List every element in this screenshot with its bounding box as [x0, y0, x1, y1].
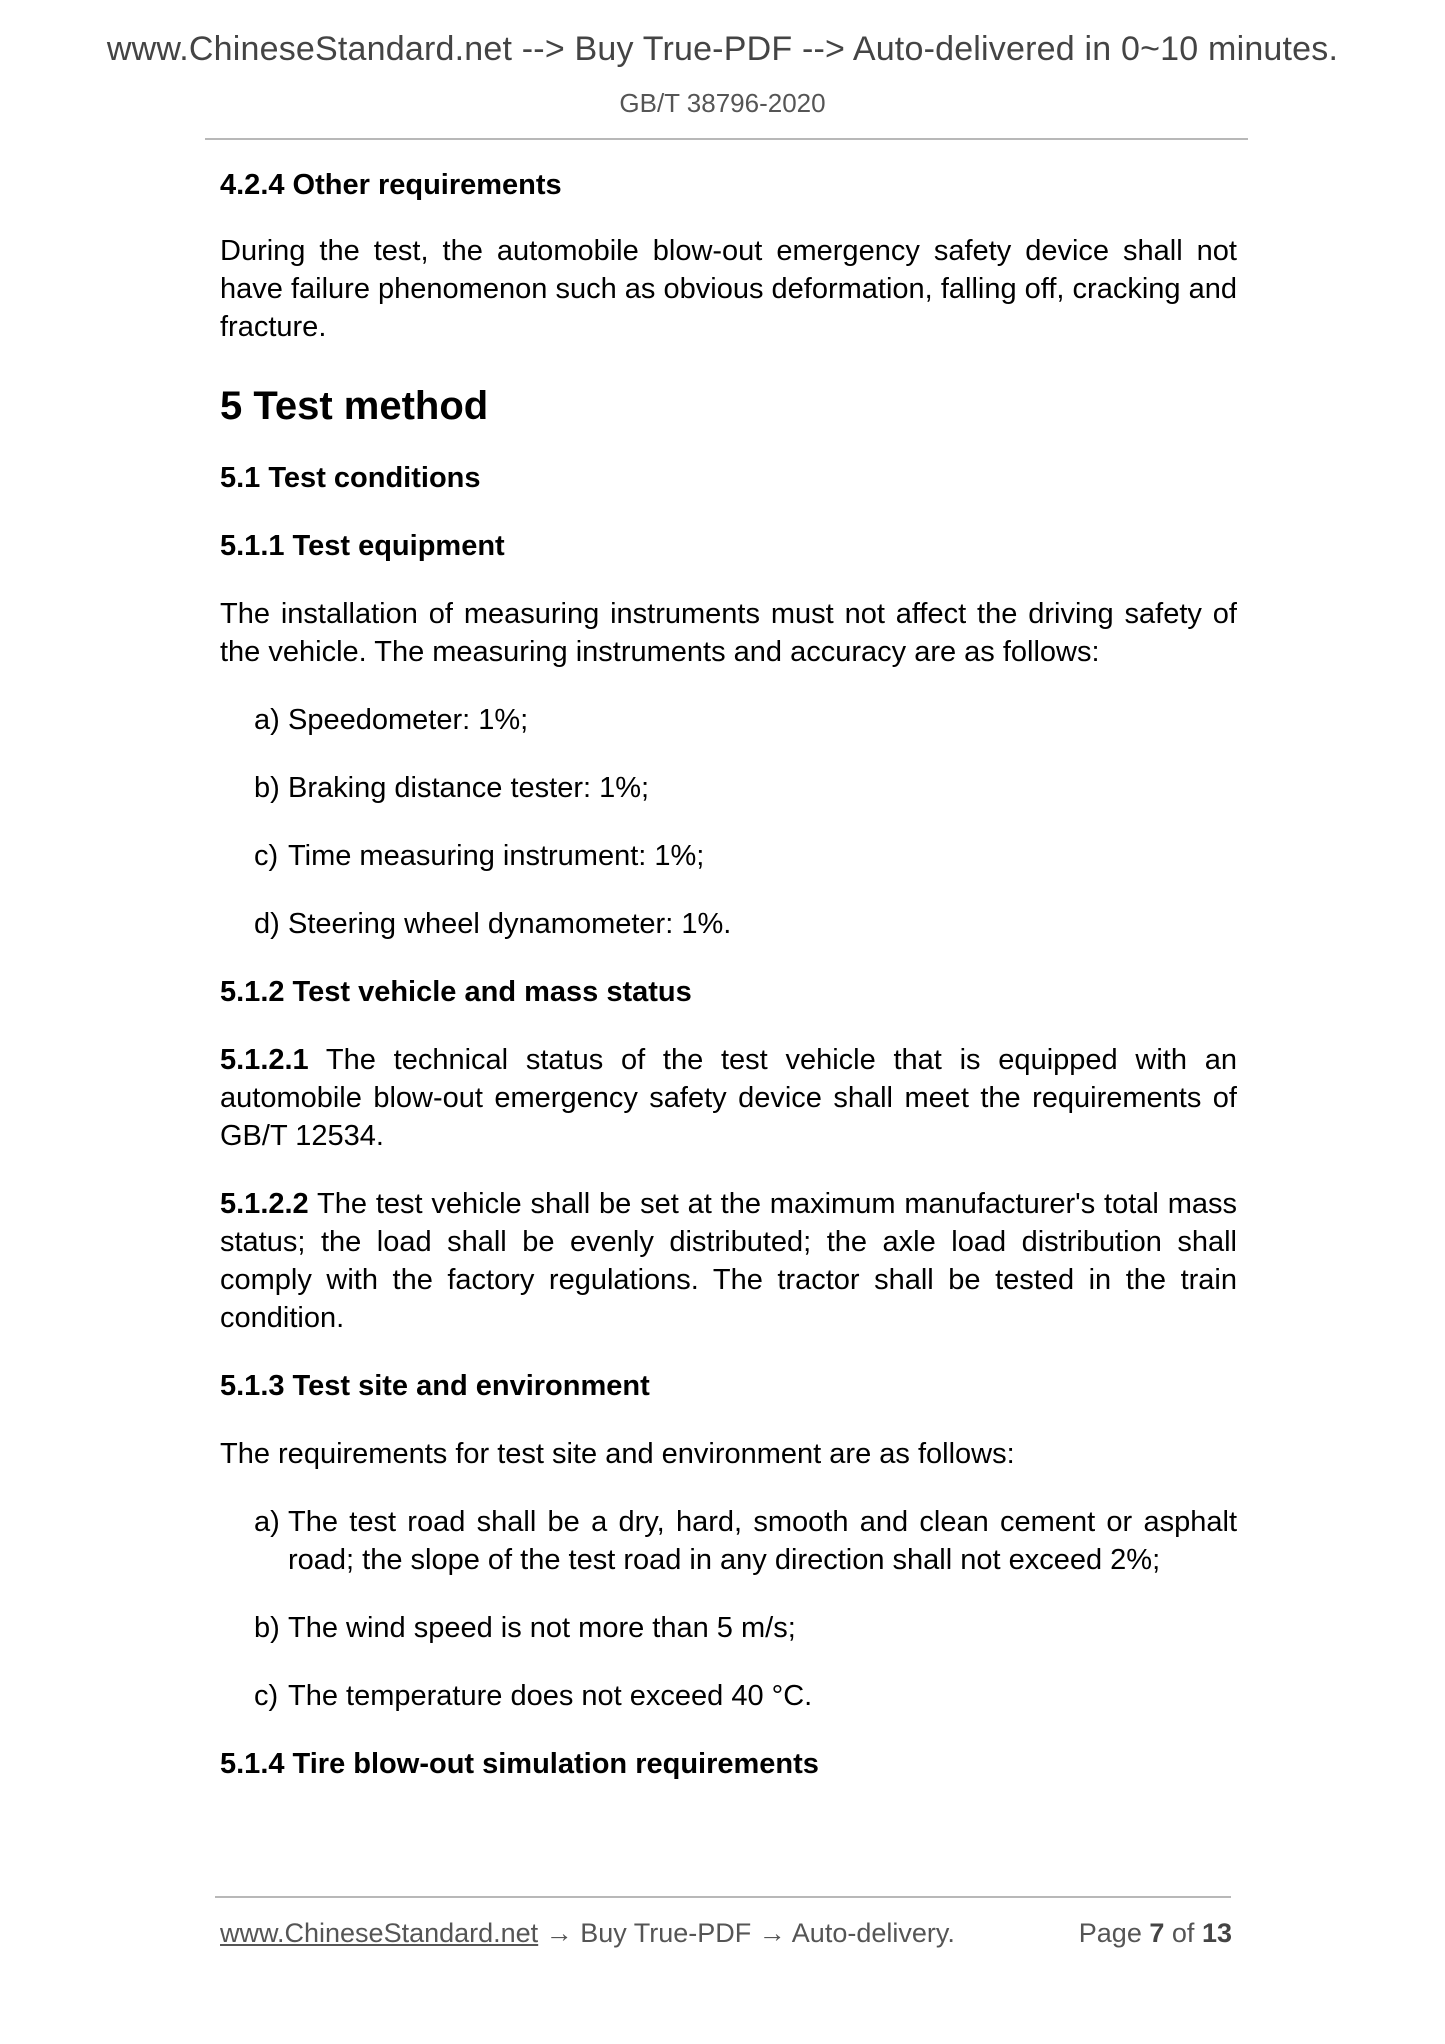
list-item — [220, 701, 1237, 739]
list-item — [220, 837, 1237, 875]
page-of: of — [1171, 1918, 1195, 1948]
list-item-text: The wind speed is not more than 5 m/s; — [288, 1612, 796, 1644]
footer-promo — [220, 1918, 955, 1949]
section-5-1-1-paragraph: The installation of measuring instruments must not affect the driving safety of the vehicle. The measuring instruments and accuracy are as follows: — [220, 598, 1237, 668]
list-item-text: Braking distance tester: 1%; — [288, 772, 650, 804]
header-divider — [205, 138, 1248, 140]
list-marker: b) — [254, 1612, 280, 1644]
footer-website-link[interactable]: www.ChineseStandard.net — [220, 1918, 539, 1948]
section-5-1-3-heading: 5.1.3 Test site and environment — [220, 1370, 650, 1402]
list-item-text: The temperature does not exceed 40 °C. — [288, 1680, 813, 1712]
list-item-text: The test road shall be a dry, hard, smooth and clean cement or asphalt road; the slope of the test road in any direction shall not exceed 2%; — [288, 1506, 1237, 1576]
clause-5-1-2-1 — [220, 1041, 1237, 1155]
clause-text: The technical status of the test vehicle that is equipped with an automobile blow-out emergency safety device shall meet the requirements of GB/T 12534. — [220, 1044, 1237, 1152]
section-5-1-1-heading: 5.1.1 Test equipment — [220, 530, 505, 562]
footer-divider — [215, 1896, 1231, 1898]
list-item — [220, 1609, 1237, 1647]
clause-text: The test vehicle shall be set at the maximum manufacturer's total mass status; the load shall be evenly distributed; the axle load distribution shall comply with the factory regulations. The tractor shall be tested in the train condition. — [220, 1188, 1237, 1334]
list-marker: c) — [254, 840, 279, 872]
arrow-right-icon: → — [545, 1918, 573, 1948]
page-total: 13 — [1201, 1918, 1232, 1948]
footer-buy-text: Buy True-PDF — [580, 1918, 752, 1948]
list-marker: c) — [254, 1680, 279, 1712]
arrow-right-icon: → — [758, 1918, 786, 1948]
list-item — [220, 905, 1237, 943]
list-item — [220, 1503, 1237, 1579]
page-current: 7 — [1149, 1918, 1165, 1948]
clause-5-1-2-2 — [220, 1185, 1237, 1337]
chapter-5-heading: 5 Test method — [220, 384, 489, 428]
top-banner: www.ChineseStandard.net --> Buy True-PDF --> Auto-delivered in 0~10 minutes. — [106, 30, 1339, 68]
section-5-1-4-heading: 5.1.4 Tire blow-out simulation requirements — [220, 1748, 819, 1780]
clause-number: 5.1.2.2 — [220, 1188, 309, 1220]
section-4-2-4-paragraph: During the test, the automobile blow-out emergency safety device shall not have failure phenomenon such as obvious deformation, falling off, cracking and fracture. — [220, 235, 1237, 343]
list-marker: d) — [254, 908, 280, 940]
section-4-2-4-heading: 4.2.4 Other requirements — [220, 169, 562, 201]
list-item-text: Time measuring instrument: 1%; — [288, 840, 705, 872]
list-item — [220, 1677, 1237, 1715]
footer-delivery-text: Auto-delivery. — [791, 1918, 955, 1948]
standard-code: GB/T 38796-2020 — [619, 88, 826, 118]
list-item-text: Steering wheel dynamometer: 1%. — [288, 908, 732, 940]
list-item — [220, 769, 1237, 807]
section-5-1-2-heading: 5.1.2 Test vehicle and mass status — [220, 976, 692, 1008]
list-marker: b) — [254, 772, 280, 804]
page-number — [1079, 1918, 1232, 1949]
list-marker: a) — [254, 1506, 280, 1538]
section-5-1-3-paragraph: The requirements for test site and environment are as follows: — [220, 1438, 1015, 1470]
list-item-text: Speedometer: 1%; — [288, 704, 529, 736]
section-5-1-heading: 5.1 Test conditions — [220, 462, 481, 494]
list-marker: a) — [254, 704, 280, 736]
page-label: Page — [1078, 1918, 1142, 1948]
document-body — [220, 166, 1237, 1783]
clause-number: 5.1.2.1 — [220, 1044, 309, 1076]
